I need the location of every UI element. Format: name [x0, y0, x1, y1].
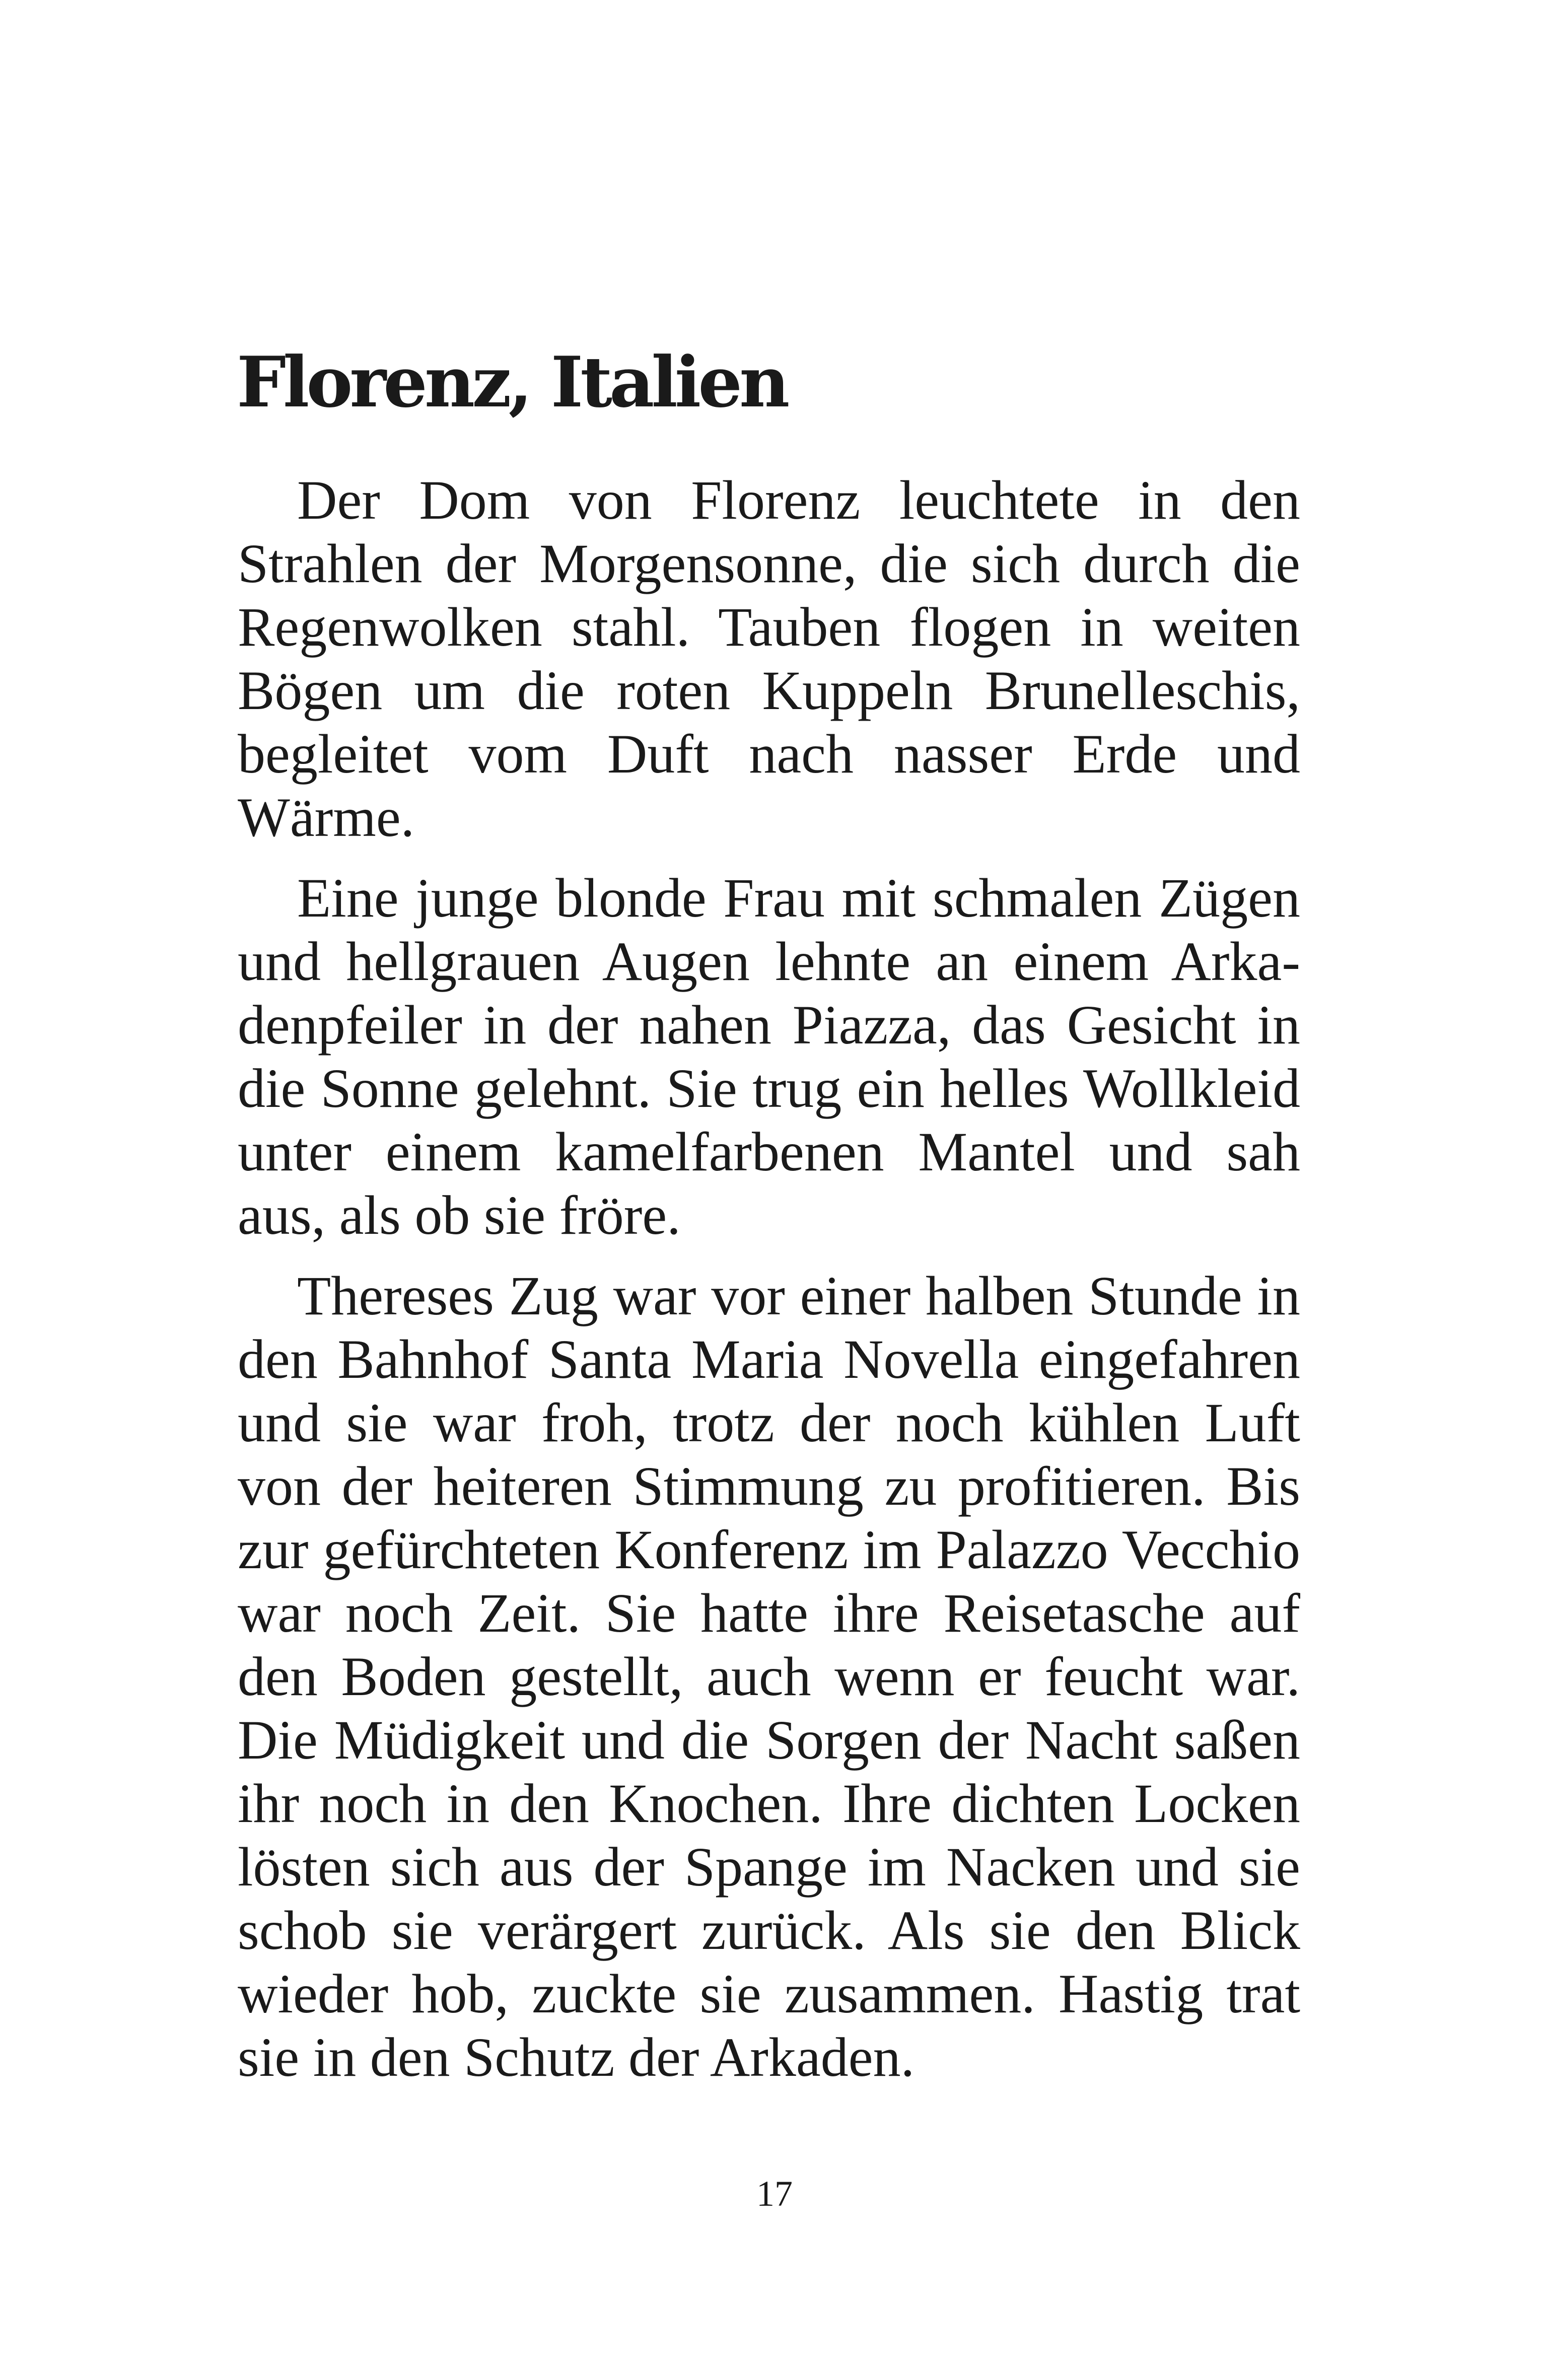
- body-text: [238, 468, 1300, 2106]
- chapter-title: Florenz, Italien: [237, 341, 787, 423]
- paragraph-3: Thereses Zug war vor einer halben Stunde in den Bahnhof Santa Maria Novella eingefahren und sie war froh, trotz der noch kühlen Luft von der heiteren Stimmung zu profitieren. Bis zur gefürchteten Konferenz im Palazzo Vecchio war noch Zeit. Sie hatte ihre Reisetasche auf den Boden gestellt, auch wenn er feucht war. Die Müdigkeit und die Sorgen der Nacht saßen ihr noch in den Knochen. Ihre dichten Locken lösten sich aus der Spange im Nacken und sie schob sie verärgert zurück. Als sie den Blick wieder hob, zuckte sie zusammen. Hastig trat sie in den Schutz der Arkaden.: [238, 1265, 1300, 2088]
- paragraph-2: Eine junge blonde Frau mit schmalen Zügen und hellgrauen Augen lehnte an einem Arkadenpfeiler in der nahen Piazza, das Gesicht in die Sonne gelehnt. Sie trug ein helles Wollkleid unter einem kamelfarbenen Mantel und sah aus, als ob sie fröre.: [238, 867, 1300, 1246]
- page-number: 17: [756, 2174, 793, 2214]
- paragraph-1: Der Dom von Florenz leuchtete in den Strahlen der Morgensonne, die sich durch die Regenwolken stahl. Tauben flogen in weiten Bögen um die roten Kuppeln Brunelleschis, begleitet vom Duft nach nasser Erde und Wärme.: [238, 469, 1300, 848]
